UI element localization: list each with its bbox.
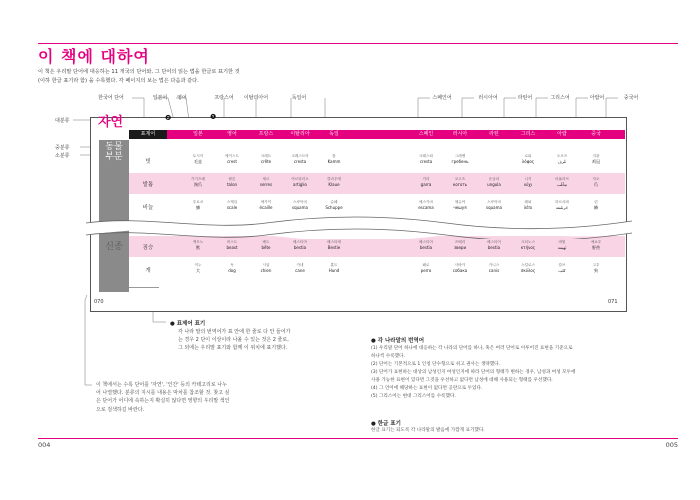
table-cell <box>181 263 215 273</box>
cell-pronunciation: 비스트 <box>226 240 238 244</box>
header-lang: 라틴 <box>489 131 499 137</box>
label-russian: 러시아어 <box>478 95 498 101</box>
cell-pronunciation: 페로 <box>422 263 430 267</box>
cell-word: cresta <box>419 159 433 164</box>
table-cell <box>215 263 249 273</box>
table-row <box>129 173 625 194</box>
cell-word: 野兽 <box>592 245 600 250</box>
cell-word: Hund <box>328 268 340 273</box>
cell-pronunciation: 토시키 <box>192 154 204 158</box>
cell-word: собака <box>452 268 468 273</box>
cell-pronunciation: 독 <box>230 263 234 267</box>
cell-word: cresta <box>293 159 307 164</box>
cell-word: bête <box>261 245 271 250</box>
cell-pronunciation: 이누 <box>194 263 202 267</box>
cell-word: dog <box>228 268 236 273</box>
cell-word: Bestie <box>327 245 341 250</box>
label-middle-category: 중분류 <box>55 145 70 151</box>
cell-word: 狗 <box>594 268 598 273</box>
cell-word: مِخْلَب <box>557 182 567 187</box>
label-spanish: 스페인어 <box>432 95 452 101</box>
table-cell <box>409 240 443 250</box>
cell-word: squama <box>292 205 308 210</box>
header-lang: 스페인 <box>418 131 434 137</box>
cell-pronunciation: 마흘라브 <box>555 177 569 181</box>
cell-pronunciation: 에카이 <box>260 200 272 204</box>
note-hangul-title <box>371 419 401 427</box>
cell-word: 獣 <box>196 245 200 250</box>
table-cell <box>443 240 477 250</box>
bullet-icon: ● <box>371 421 378 427</box>
table-cell <box>477 263 511 273</box>
note-line: (1) 우리말 단어 하나에 대응하는 각 나라의 단어를 하나, 혹은 여러 단어로 이루어진 표현을 기준으로 <box>371 346 573 351</box>
cell-word: scale <box>226 205 238 210</box>
underline-mark <box>129 287 159 288</box>
cell-word: гребень <box>451 159 469 164</box>
cell-word: bestia <box>487 245 501 250</box>
header-keyword: 표제어 <box>140 131 156 137</box>
cell-word: Kamm <box>327 159 341 164</box>
cell-word: chien <box>260 268 272 273</box>
cell-pronunciation: 즈베리 <box>454 240 466 244</box>
cell-word: bestia <box>419 245 433 250</box>
table-cell <box>511 154 545 164</box>
cell-pronunciation: 캄 <box>332 154 336 158</box>
label-english: 영어 <box>177 95 187 101</box>
row-keyword: 발톱 <box>142 182 154 188</box>
cell-pronunciation: 에스카마 <box>419 200 433 204</box>
cell-word: talon <box>226 182 238 187</box>
table-cell <box>283 263 317 273</box>
cell-pronunciation: 탈론 <box>228 177 236 181</box>
cell-pronunciation: 그레벤 <box>454 154 466 158</box>
row-keyword: 비늘 <box>142 205 154 211</box>
table-cell <box>443 263 477 273</box>
table-cell <box>511 240 545 250</box>
cell-word: λόφος <box>521 159 535 164</box>
cell-pronunciation: 스쿠아마 <box>487 200 501 204</box>
header-lang: 독일 <box>329 131 339 137</box>
table-cell <box>443 177 477 187</box>
cell-word: cane <box>295 268 305 273</box>
bullet-icon: ● <box>371 338 378 344</box>
marker-2: ❷ <box>165 114 172 122</box>
cell-pronunciation: 베스티에 <box>327 240 341 244</box>
cell-pronunciation: 린 <box>594 200 598 204</box>
table-cell <box>545 263 579 273</box>
cell-pronunciation: 슈페 <box>330 200 338 204</box>
header-lang: 아랍 <box>557 131 567 137</box>
header-lang: 일본 <box>193 131 203 137</box>
label-arabic: 아랍어 <box>589 95 605 101</box>
table-cell <box>317 263 351 273</box>
table-cell <box>249 200 283 210</box>
cell-pronunciation: 크티노스 <box>521 240 535 244</box>
table-cell <box>283 240 317 250</box>
note-category-body <box>96 381 229 414</box>
table-cell <box>511 177 545 187</box>
bottom-rule <box>38 438 678 439</box>
table-cell <box>181 200 215 210</box>
cell-pronunciation: 카기츠메 <box>191 177 205 181</box>
cell-word: Schuppe <box>325 205 343 210</box>
note-line: 사용 가능한 표현이 있다면 그것을 우선하고 없다면 남성에 대해 사용되는 형태를 우선했다. <box>371 378 553 383</box>
note-translation-title-text: 각 나라말의 번역어 <box>377 338 425 344</box>
note-heading-title <box>170 319 205 327</box>
cell-word: 爪 <box>594 182 598 187</box>
cell-pronunciation: 레피 <box>524 200 532 204</box>
table-cell <box>283 200 317 210</box>
cell-pronunciation: 카니스 <box>488 263 500 267</box>
table-cell <box>317 177 351 187</box>
page-tear <box>86 215 632 239</box>
label-korean: 한국어 단어 <box>98 95 124 101</box>
cell-word: perro <box>420 268 432 273</box>
cell-word: crest <box>227 159 237 164</box>
cell-word: коготь <box>452 182 468 187</box>
sidebar-bottom: 신종 <box>105 242 123 252</box>
header-lang: 러시아 <box>452 131 468 137</box>
cell-word: κτήνος <box>520 245 536 250</box>
cell-word: escama <box>418 205 434 210</box>
note-hangul-body: 한글 표기는 되도록 각 나라말의 발음에 가깝게 표기했다. <box>371 428 485 433</box>
table-cell <box>249 263 283 273</box>
inner-page-right: 071 <box>608 299 618 305</box>
table-cell <box>215 177 249 187</box>
label-greek: 그리스어 <box>550 95 570 101</box>
note-line: (4) 그 언어에 해당하는 표현이 없다면 공란으로 두었다. <box>371 386 483 391</box>
table-cell <box>409 263 443 273</box>
table-cell <box>579 154 613 164</box>
cell-word: canis <box>488 268 500 273</box>
note-line: 각 나라 말의 번역어가 표 안에 한 줄로 다 안 들어가 <box>178 329 291 335</box>
cell-pronunciation: 고우 <box>592 263 600 267</box>
cell-pronunciation: 베트 <box>262 240 270 244</box>
table-cell <box>249 177 283 187</box>
table-cell <box>317 200 351 210</box>
cell-word: звери <box>453 245 467 250</box>
table-cell <box>283 177 317 187</box>
table-cell <box>443 154 477 164</box>
note-translation-title <box>371 336 424 344</box>
sidebar-middle: 동물 <box>105 142 123 152</box>
row-keyword: 짐승 <box>142 245 154 251</box>
table-cell <box>181 154 215 164</box>
cell-pronunciation: 스쿠아마 <box>293 200 307 204</box>
table-cell <box>579 200 613 210</box>
cell-pronunciation: 베스티아 <box>293 240 307 244</box>
cell-word: serres <box>259 182 273 187</box>
cell-pronunciation: 코고츠 <box>454 177 466 181</box>
note-line: (3) 단어가 표현하는 대상의 남성인지 여성인지에 따라 단어의 형태가 변하는 경우, 남성과 여성 모두에 <box>371 370 576 375</box>
cell-word: 鳞 <box>594 205 598 210</box>
table-cell <box>409 177 443 187</box>
cell-pronunciation: 시앙 <box>262 263 270 267</box>
cell-pronunciation: 우로코 <box>192 200 204 204</box>
table-cell <box>283 154 317 164</box>
note-line: 으로 검색하길 바란다. <box>96 406 145 413</box>
cell-pronunciation: 운굴라 <box>488 177 500 181</box>
table-cell <box>545 240 579 250</box>
table-cell <box>545 200 579 210</box>
label-chinese: 중국어 <box>623 95 639 101</box>
cell-pronunciation: 니키 <box>524 177 532 181</box>
header-strip <box>129 130 625 139</box>
cell-pronunciation: 자오 <box>592 177 600 181</box>
row-keyword: 개 <box>145 268 151 274</box>
table-cell <box>215 154 249 164</box>
row-keyword: 빗 <box>145 159 151 165</box>
cell-pronunciation: 케모노 <box>192 240 204 244</box>
cell-word: 鱗 <box>196 205 200 210</box>
cell-pronunciation: 스케일 <box>226 200 238 204</box>
cell-pronunciation: 크레트 <box>260 154 272 158</box>
intro-line: (이하 한글 표기라 함) 을 수록했다. 각 페이지의 보는 법은 다음과 같다. <box>38 78 199 84</box>
label-latin: 라틴어 <box>517 95 533 101</box>
cell-pronunciation: 로피 <box>524 154 532 158</box>
note-hangul-title-text: 한글 표기 <box>377 421 401 427</box>
table-row <box>129 196 625 217</box>
footer-page-right: 005 <box>665 441 678 449</box>
cell-pronunciation: 하르샤파 <box>555 200 569 204</box>
cell-pronunciation: 세르 <box>262 177 270 181</box>
note-line: (2) 단어는 기본적으로 1 인칭 단수형으로 쉬고 권사는 생략했다. <box>371 362 501 367</box>
cell-pronunciation: 크레스트아 <box>291 154 309 158</box>
cell-word: squama <box>486 205 502 210</box>
header-lang: 중국 <box>591 131 601 137</box>
table-cell <box>409 200 443 210</box>
page-title: 이 책에 대하여 <box>38 47 150 66</box>
note-translation-body <box>371 345 575 401</box>
cell-pronunciation: 칼브 <box>558 263 566 267</box>
table-cell <box>317 154 351 164</box>
cell-pronunciation: 아르틸리오 <box>291 177 309 181</box>
table-cell <box>409 154 443 164</box>
table-cell <box>181 240 215 250</box>
table-cell <box>477 200 511 210</box>
cell-pronunciation: 베스티아 <box>487 240 501 244</box>
cell-word: écaille <box>259 205 273 210</box>
cell-pronunciation: 가라 <box>422 177 430 181</box>
label-french: 프랑스어 <box>214 95 234 101</box>
cell-word: Klaue <box>328 182 340 187</box>
note-line: 는 경우 2 단이 이상이라 나올 수 있는 것은 2 줄로, <box>178 337 289 344</box>
header-lang: 그리스 <box>520 131 536 137</box>
table-cell <box>249 154 283 164</box>
bullet-icon: ● <box>170 321 177 327</box>
cell-word: ungula <box>487 182 501 187</box>
label-german: 독일어 <box>291 95 307 101</box>
table-cell <box>317 240 351 250</box>
cell-pronunciation: 오르프 <box>556 154 568 158</box>
intro-line: 이 책은 우리말 단어에 대응하는 11 개국의 단어와, 그 단어의 읽는 법을 한글로 표기한 것 <box>38 69 240 75</box>
table-row <box>129 150 625 171</box>
note-line: 하나씩 수록했다. <box>371 354 405 359</box>
cell-pronunciation: 사바카 <box>454 263 466 267</box>
table-cell <box>579 177 613 187</box>
cell-pronunciation: 훈트 <box>330 263 338 267</box>
cell-pronunciation: 지관 <box>592 154 600 158</box>
cell-word: λέπι <box>523 205 533 210</box>
cell-pronunciation: 바힘 <box>558 240 566 244</box>
note-heading-title-text: 표제어 표기 <box>176 321 206 327</box>
note-line: 어 나열했다. 분류의 지시를 내용은 막차를 참조할 것. 찾고 싶 <box>96 390 230 397</box>
label-major-category: 대분류 <box>55 118 70 124</box>
cell-word: كلب <box>558 268 566 273</box>
table-cell <box>579 240 613 250</box>
note-line: 은 단어가 어디에 속하는지 확실히 않다면 영향의 우리말 색인 <box>96 398 230 405</box>
cell-word: νύχι <box>523 182 533 187</box>
inner-page-left: 070 <box>94 299 104 305</box>
table-cell <box>511 263 545 273</box>
cell-word: بَهيمة <box>557 245 567 250</box>
footer-page-left: 004 <box>38 441 51 449</box>
label-minor-category: 소분류 <box>55 153 70 159</box>
table-row <box>129 236 625 257</box>
cell-word: σκύλος <box>520 268 536 273</box>
table-cell <box>511 200 545 210</box>
cell-pronunciation: 체슈야 <box>454 200 466 204</box>
table-cell <box>181 177 215 187</box>
cell-pronunciation: 클라우에 <box>327 177 341 181</box>
header-lang: 이탈리아 <box>290 131 310 137</box>
cell-pronunciation: 베스티아 <box>419 240 433 244</box>
table-cell <box>215 200 249 210</box>
note-line: (5) 그리스어는 현대 그리스어를 수록했다. <box>371 394 456 399</box>
cell-word: عُرف <box>557 159 567 164</box>
table-cell <box>477 240 511 250</box>
cell-pronunciation: 카네 <box>296 263 304 267</box>
cell-pronunciation: 스킬로스 <box>521 263 535 267</box>
cell-pronunciation: 예쇼우 <box>590 240 602 244</box>
cell-pronunciation: 에이스트 <box>225 154 239 158</box>
table-cell <box>545 154 579 164</box>
label-italian: 이탈리아어 <box>243 95 269 101</box>
cell-word: чешуя <box>453 205 467 210</box>
cell-word: beast <box>226 245 238 250</box>
cell-word: 鸡冠 <box>592 159 600 164</box>
table-cell <box>579 263 613 273</box>
cell-word: 鉤爪 <box>194 182 202 187</box>
cell-word: 毛並 <box>194 159 202 164</box>
note-heading-body <box>178 328 291 353</box>
category-heading: 자연 <box>98 115 124 130</box>
table-cell <box>215 240 249 250</box>
cell-pronunciation: 크레스타 <box>419 154 433 158</box>
header-lang: 프랑스 <box>258 131 274 137</box>
cell-word: garra <box>420 182 432 187</box>
table-cell <box>545 177 579 187</box>
cell-word: 犬 <box>196 268 200 273</box>
cell-word: bestia <box>293 245 307 250</box>
table-cell <box>443 200 477 210</box>
table-cell <box>477 177 511 187</box>
header-lang: 영어 <box>227 131 237 137</box>
cell-word: crête <box>260 159 272 164</box>
cell-word: حَرشَفة <box>555 205 569 210</box>
marker-1: ❶ <box>210 113 217 121</box>
table-cell <box>249 240 283 250</box>
note-line: 이 책에서는 수록 단어를 '자연', '인간' 등의 카테고리로 나누 <box>96 382 227 388</box>
label-japanese: 일본어 <box>152 95 168 101</box>
sidebar-minor: 부분 <box>105 152 123 162</box>
table-row <box>129 259 625 280</box>
note-line: 그 외에는 우리말 표기와 함께 이 위치에 표기했다. <box>178 345 288 352</box>
cell-word: artiglio <box>293 182 307 187</box>
